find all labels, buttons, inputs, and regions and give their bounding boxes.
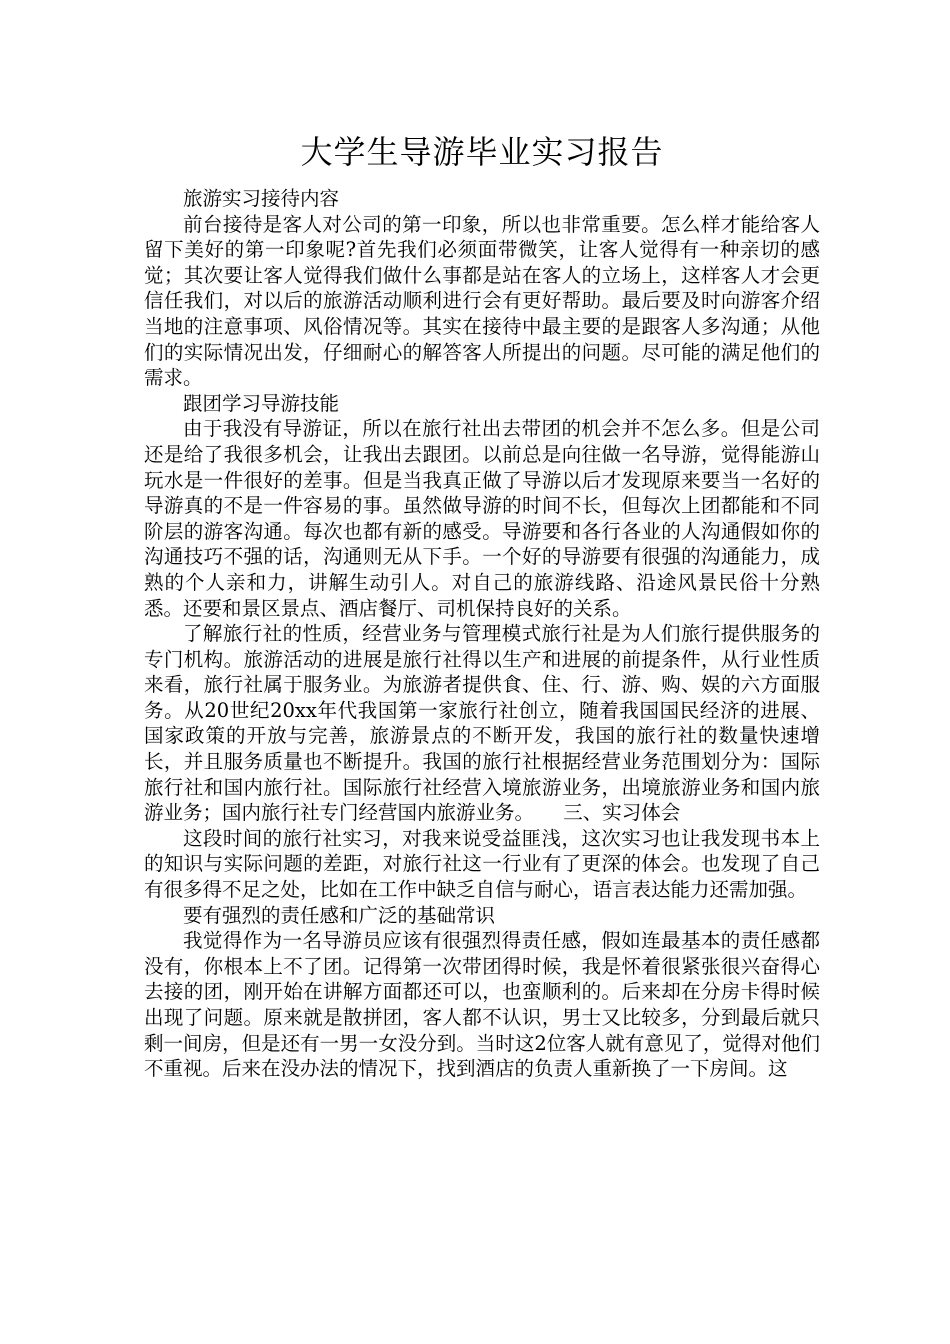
body-paragraph: 了解旅行社的性质，经营业务与管理模式旅行社是为人们旅行提供服务的专门机构。旅游活动的进展是旅行社得以生产和进展的前提条件，从行业性质来看，旅行社属于服务业。为旅游者提供食、住、行、游、购、娱的六方面服务。从20世纪20xx年代我国第一家旅行社创立，随着我国国民经济的进展、国家政策的开放与完善，旅游景点的不断开发，我国的旅行社的数量快速增长，并且服务质量也不断提升。我国的旅行社根据经营业务范围划分为：国际旅行社和国内旅行社。国际旅行社经营入境旅游业务，出境旅游业务和国内旅游业务；国内旅行社专门经营国内旅游业务。 三、实习体会 [144, 622, 820, 825]
body-paragraph: 由于我没有导游证，所以在旅行社出去带团的机会并不怎么多。但是公司还是给了我很多机会，让我出去跟团。以前总是向往做一名导游，觉得能游山玩水是一件很好的差事。但是当我真正做了导游以后才发现原来要当一名好的导游真的不是一件容易的事。虽然做导游的时间不长，但每次上团都能和不同阶层的游客沟通。每次也都有新的感受。导游要和各行各业的人沟通假如你的沟通技巧不强的话，沟通则无从下手。一个好的导游要有很强的沟通能力，成熟的个人亲和力，讲解生动引人。对自己的旅游线路、沿途风景民俗十分熟悉。还要和景区景点、酒店餐厅、司机保持良好的关系。 [144, 417, 820, 620]
body-paragraph: 我觉得作为一名导游员应该有很强烈得责任感，假如连最基本的责任感都没有，你根本上不了团。记得第一次带团得时候，我是怀着很紧张很兴奋得心去接的团，刚开始在讲解方面都还可以，也蛮顺利的。后来却在分房卡得时候出现了问题。原来就是散拼团，客人都不认识，男士又比较多，分到最后就只剩一间房，但是还有一男一女没分到。当时这2位客人就有意见了，觉得对他们不重视。后来在没办法的情况下，找到酒店的负责人重新换了一下房间。这 [144, 929, 820, 1081]
body-paragraph: 前台接待是客人对公司的第一印象，所以也非常重要。怎么样才能给客人留下美好的第一印象呢?首先我们必须面带微笑，让客人觉得有一种亲切的感觉；其次要让客人觉得我们做什么事都是站在客人的立场上，这样客人才会更信任我们，对以后的旅游活动顺利进行会有更好帮助。最后要及时向游客介绍当地的注意事项、风俗情况等。其实在接待中最主要的是跟客人多沟通；从他们的实际情况出发，仔细耐心的解答客人所提出的问题。尽可能的满足他们的需求。 [144, 212, 820, 390]
section-heading: 要有强烈的责任感和广泛的基础常识 [183, 903, 496, 927]
body-paragraph: 这段时间的旅行社实习，对我来说受益匪浅，这次实习也让我发现书本上的知识与实际问题的差距，对旅行社这一行业有了更深的体会。也发现了自己有很多得不足之处，比如在工作中缺乏自信与耐心，语言表达能力还需加强。 [144, 826, 820, 902]
section-heading: 跟团学习导游技能 [183, 391, 340, 415]
document-page [144, 130, 820, 1082]
section-heading: 旅游实习接待内容 [183, 187, 340, 210]
document-title: 大学生导游毕业实习报告 [300, 133, 664, 171]
